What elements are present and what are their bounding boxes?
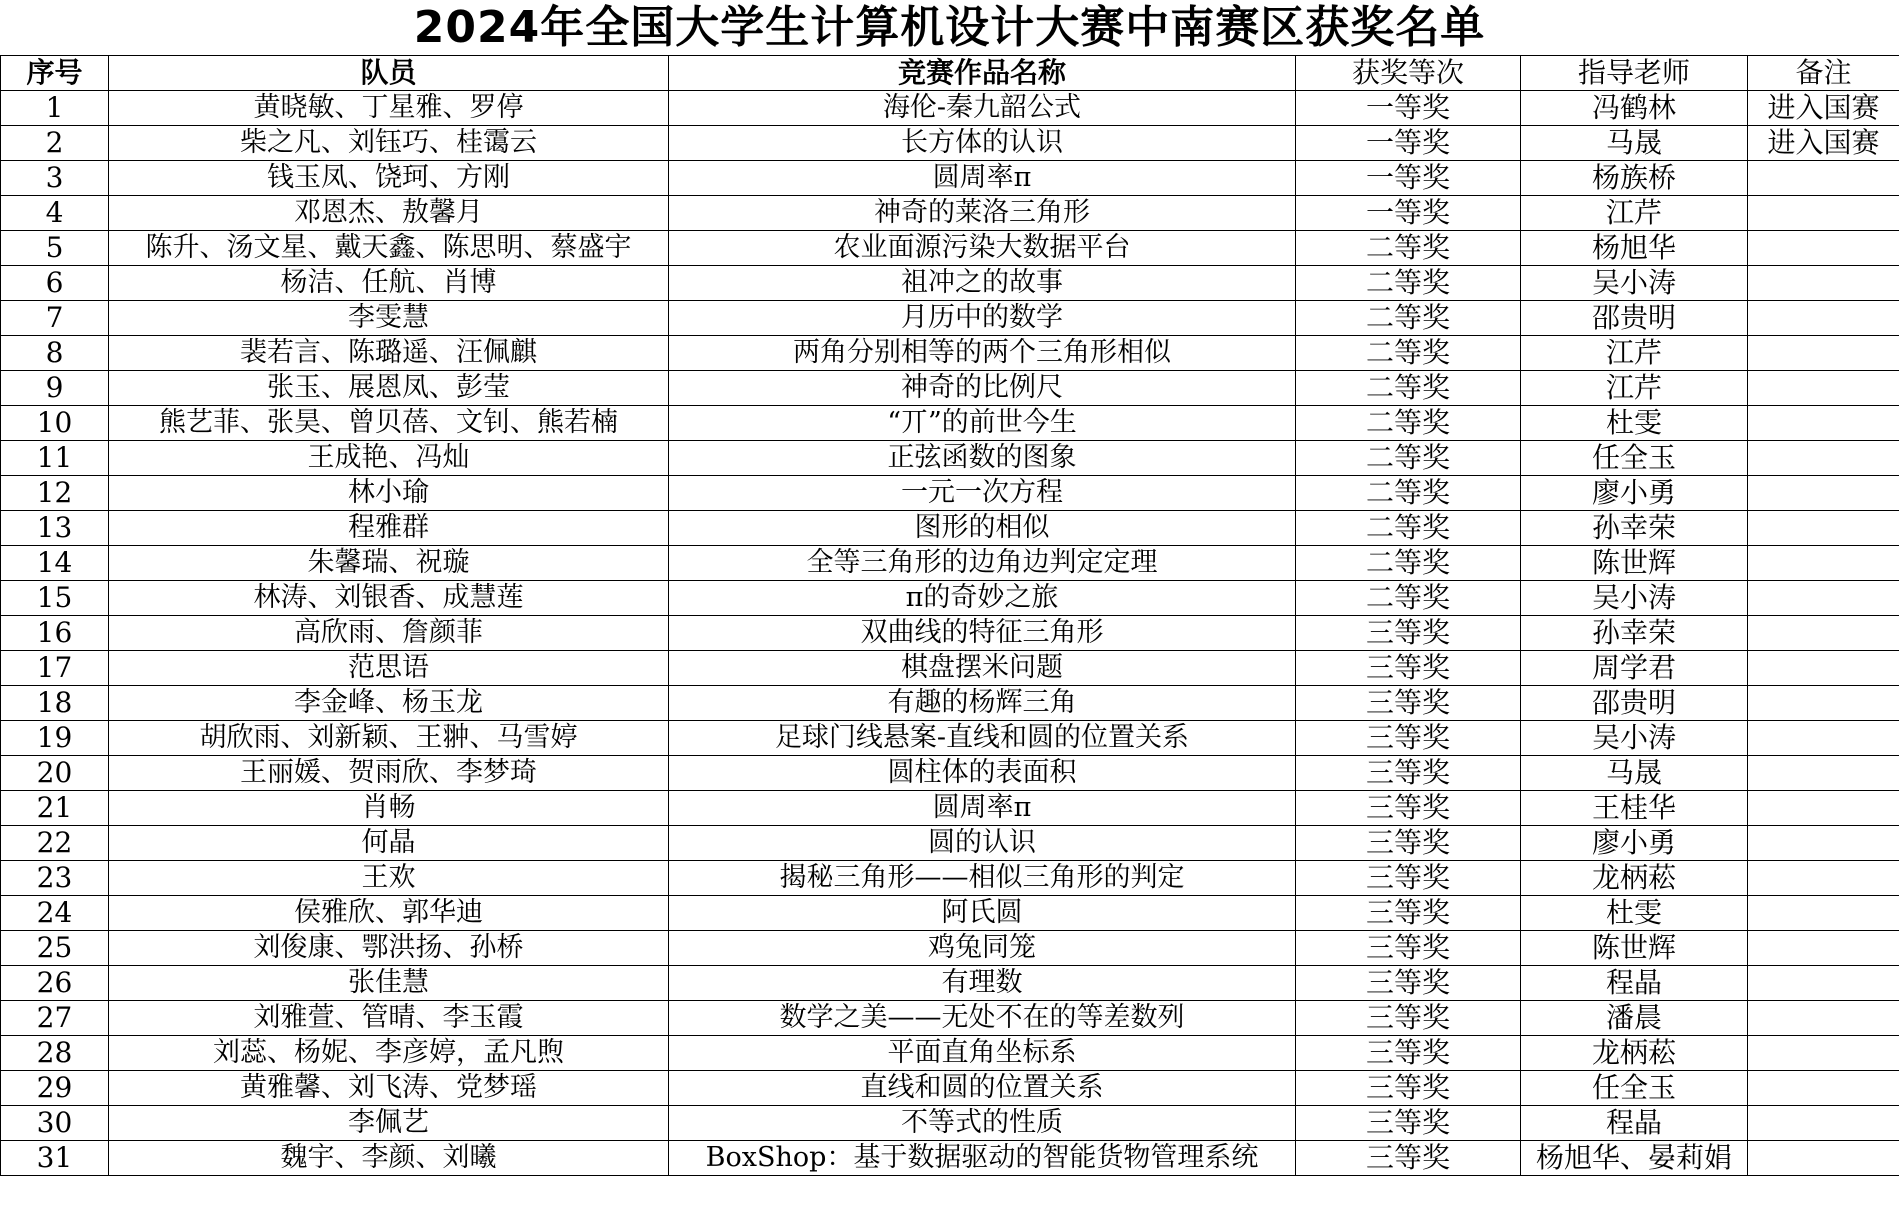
- cell-note: [1748, 266, 1899, 301]
- cell-teacher: 任全玉: [1521, 1071, 1748, 1106]
- cell-work: 鸡兔同笼: [669, 931, 1296, 966]
- cell-rank: 三等奖: [1296, 1036, 1521, 1071]
- cell-teacher: 吴小涛: [1521, 266, 1748, 301]
- cell-members: 程雅群: [109, 511, 669, 546]
- cell-no: 14: [1, 546, 109, 581]
- cell-no: 18: [1, 686, 109, 721]
- header-rank: 获奖等次: [1296, 56, 1521, 91]
- cell-work: BoxShop：基于数据驱动的智能货物管理系统: [669, 1141, 1296, 1176]
- cell-no: 8: [1, 336, 109, 371]
- cell-note: 进入国赛: [1748, 126, 1899, 161]
- cell-work: 阿氏圆: [669, 896, 1296, 931]
- table-row: [1, 301, 1899, 336]
- table-row: [1, 826, 1899, 861]
- cell-work: “丌”的前世今生: [669, 406, 1296, 441]
- cell-teacher: 杨旭华、晏莉娟: [1521, 1141, 1748, 1176]
- cell-rank: 一等奖: [1296, 91, 1521, 126]
- cell-members: 张玉、展恩凤、彭莹: [109, 371, 669, 406]
- cell-members: 范思语: [109, 651, 669, 686]
- cell-work: 圆周率π: [669, 161, 1296, 196]
- header-members: 队员: [109, 56, 669, 91]
- cell-note: 进入国赛: [1748, 91, 1899, 126]
- award-table: [0, 55, 1899, 1176]
- cell-note: [1748, 196, 1899, 231]
- header-row: [1, 56, 1899, 91]
- cell-rank: 三等奖: [1296, 791, 1521, 826]
- cell-rank: 三等奖: [1296, 756, 1521, 791]
- cell-rank: 二等奖: [1296, 511, 1521, 546]
- cell-teacher: 程晶: [1521, 966, 1748, 1001]
- cell-members: 高欣雨、詹颜菲: [109, 616, 669, 651]
- cell-teacher: 孙幸荣: [1521, 511, 1748, 546]
- cell-note: [1748, 1141, 1899, 1176]
- cell-members: 刘蕊、杨妮、李彦婷，孟凡煦: [109, 1036, 669, 1071]
- cell-rank: 二等奖: [1296, 581, 1521, 616]
- cell-members: 刘俊康、鄂洪扬、孙桥: [109, 931, 669, 966]
- cell-rank: 一等奖: [1296, 161, 1521, 196]
- table-row: [1, 476, 1899, 511]
- cell-rank: 一等奖: [1296, 196, 1521, 231]
- cell-work: 棋盘摆米问题: [669, 651, 1296, 686]
- cell-teacher: 杨旭华: [1521, 231, 1748, 266]
- table-row: [1, 441, 1899, 476]
- table-row: [1, 511, 1899, 546]
- cell-teacher: 邵贵明: [1521, 686, 1748, 721]
- table-row: [1, 616, 1899, 651]
- cell-no: 11: [1, 441, 109, 476]
- cell-note: [1748, 231, 1899, 266]
- cell-note: [1748, 511, 1899, 546]
- cell-work: 全等三角形的边角边判定定理: [669, 546, 1296, 581]
- cell-work: 神奇的莱洛三角形: [669, 196, 1296, 231]
- cell-rank: 二等奖: [1296, 266, 1521, 301]
- cell-teacher: 龙柄菘: [1521, 861, 1748, 896]
- cell-rank: 三等奖: [1296, 686, 1521, 721]
- cell-work: 有趣的杨辉三角: [669, 686, 1296, 721]
- cell-members: 王成艳、冯灿: [109, 441, 669, 476]
- cell-rank: 二等奖: [1296, 336, 1521, 371]
- cell-work: 长方体的认识: [669, 126, 1296, 161]
- cell-rank: 三等奖: [1296, 1141, 1521, 1176]
- cell-teacher: 马晟: [1521, 756, 1748, 791]
- cell-work: 农业面源污染大数据平台: [669, 231, 1296, 266]
- cell-work: 数学之美——无处不在的等差数列: [669, 1001, 1296, 1036]
- cell-members: 刘雅萱、管晴、李玉霞: [109, 1001, 669, 1036]
- table-row: [1, 546, 1899, 581]
- cell-no: 28: [1, 1036, 109, 1071]
- cell-no: 13: [1, 511, 109, 546]
- cell-members: 黄雅馨、刘飞涛、党梦瑶: [109, 1071, 669, 1106]
- cell-rank: 二等奖: [1296, 406, 1521, 441]
- cell-note: [1748, 371, 1899, 406]
- table-row: [1, 406, 1899, 441]
- cell-rank: 二等奖: [1296, 476, 1521, 511]
- cell-work: 不等式的性质: [669, 1106, 1296, 1141]
- cell-no: 9: [1, 371, 109, 406]
- cell-no: 19: [1, 721, 109, 756]
- cell-teacher: 孙幸荣: [1521, 616, 1748, 651]
- cell-no: 22: [1, 826, 109, 861]
- cell-no: 5: [1, 231, 109, 266]
- cell-work: 平面直角坐标系: [669, 1036, 1296, 1071]
- cell-work: 图形的相似: [669, 511, 1296, 546]
- cell-note: [1748, 406, 1899, 441]
- cell-no: 10: [1, 406, 109, 441]
- cell-teacher: 吴小涛: [1521, 581, 1748, 616]
- cell-note: [1748, 721, 1899, 756]
- cell-teacher: 廖小勇: [1521, 476, 1748, 511]
- cell-note: [1748, 336, 1899, 371]
- cell-note: [1748, 441, 1899, 476]
- cell-members: 林小瑜: [109, 476, 669, 511]
- cell-note: [1748, 301, 1899, 336]
- cell-members: 侯雅欣、郭华迪: [109, 896, 669, 931]
- table-row: [1, 1036, 1899, 1071]
- cell-work: 圆周率π: [669, 791, 1296, 826]
- cell-work: 神奇的比例尺: [669, 371, 1296, 406]
- cell-work: 足球门线悬案-直线和圆的位置关系: [669, 721, 1296, 756]
- cell-members: 胡欣雨、刘新颖、王翀、马雪婷: [109, 721, 669, 756]
- cell-members: 裴若言、陈璐遥、汪佩麒: [109, 336, 669, 371]
- table-row: [1, 1106, 1899, 1141]
- table-body: [1, 91, 1899, 1176]
- cell-no: 3: [1, 161, 109, 196]
- cell-teacher: 潘晨: [1521, 1001, 1748, 1036]
- cell-members: 熊艺菲、张昊、曾贝蓓、文钊、熊若楠: [109, 406, 669, 441]
- cell-rank: 三等奖: [1296, 896, 1521, 931]
- table-row: [1, 686, 1899, 721]
- cell-members: 黄晓敏、丁星雅、罗停: [109, 91, 669, 126]
- table-row: [1, 931, 1899, 966]
- cell-work: 海伦-秦九韶公式: [669, 91, 1296, 126]
- cell-members: 邓恩杰、敖馨月: [109, 196, 669, 231]
- cell-rank: 三等奖: [1296, 1001, 1521, 1036]
- cell-no: 29: [1, 1071, 109, 1106]
- cell-work: 祖冲之的故事: [669, 266, 1296, 301]
- cell-note: [1748, 756, 1899, 791]
- cell-work: 正弦函数的图象: [669, 441, 1296, 476]
- cell-members: 王丽媛、贺雨欣、李梦琦: [109, 756, 669, 791]
- table-row: [1, 791, 1899, 826]
- cell-note: [1748, 686, 1899, 721]
- cell-note: [1748, 616, 1899, 651]
- cell-note: [1748, 896, 1899, 931]
- cell-teacher: 江芹: [1521, 196, 1748, 231]
- table-row: [1, 651, 1899, 686]
- cell-note: [1748, 1106, 1899, 1141]
- cell-work: 双曲线的特征三角形: [669, 616, 1296, 651]
- cell-teacher: 杜雯: [1521, 896, 1748, 931]
- cell-members: 钱玉凤、饶珂、方刚: [109, 161, 669, 196]
- table-row: [1, 336, 1899, 371]
- cell-no: 23: [1, 861, 109, 896]
- cell-members: 李佩艺: [109, 1106, 669, 1141]
- cell-no: 6: [1, 266, 109, 301]
- cell-rank: 二等奖: [1296, 441, 1521, 476]
- cell-no: 16: [1, 616, 109, 651]
- cell-note: [1748, 476, 1899, 511]
- cell-no: 26: [1, 966, 109, 1001]
- cell-work: 一元一次方程: [669, 476, 1296, 511]
- cell-members: 肖畅: [109, 791, 669, 826]
- table-row: [1, 266, 1899, 301]
- cell-rank: 三等奖: [1296, 861, 1521, 896]
- cell-members: 朱馨瑞、祝璇: [109, 546, 669, 581]
- cell-rank: 三等奖: [1296, 651, 1521, 686]
- table-row: [1, 196, 1899, 231]
- cell-teacher: 廖小勇: [1521, 826, 1748, 861]
- cell-teacher: 江芹: [1521, 336, 1748, 371]
- cell-work: 揭秘三角形——相似三角形的判定: [669, 861, 1296, 896]
- cell-rank: 三等奖: [1296, 1071, 1521, 1106]
- cell-rank: 三等奖: [1296, 721, 1521, 756]
- cell-note: [1748, 861, 1899, 896]
- cell-work: 两角分别相等的两个三角形相似: [669, 336, 1296, 371]
- cell-members: 杨洁、任航、肖博: [109, 266, 669, 301]
- cell-no: 2: [1, 126, 109, 161]
- cell-rank: 二等奖: [1296, 301, 1521, 336]
- cell-note: [1748, 1071, 1899, 1106]
- cell-teacher: 杜雯: [1521, 406, 1748, 441]
- cell-members: 何晶: [109, 826, 669, 861]
- table-row: [1, 91, 1899, 126]
- cell-teacher: 马晟: [1521, 126, 1748, 161]
- cell-work: 圆的认识: [669, 826, 1296, 861]
- cell-no: 30: [1, 1106, 109, 1141]
- cell-no: 4: [1, 196, 109, 231]
- cell-members: 李雯慧: [109, 301, 669, 336]
- sheet-title: 2024年全国大学生计算机设计大赛中南赛区获奖名单: [413, 2, 1486, 53]
- cell-note: [1748, 826, 1899, 861]
- cell-no: 25: [1, 931, 109, 966]
- cell-no: 15: [1, 581, 109, 616]
- cell-no: 24: [1, 896, 109, 931]
- table-row: [1, 371, 1899, 406]
- cell-no: 31: [1, 1141, 109, 1176]
- cell-members: 林涛、刘银香、成慧莲: [109, 581, 669, 616]
- cell-no: 1: [1, 91, 109, 126]
- cell-note: [1748, 1036, 1899, 1071]
- table-row: [1, 126, 1899, 161]
- cell-rank: 一等奖: [1296, 126, 1521, 161]
- table-row: [1, 1001, 1899, 1036]
- cell-no: 21: [1, 791, 109, 826]
- cell-note: [1748, 966, 1899, 1001]
- cell-note: [1748, 931, 1899, 966]
- cell-rank: 三等奖: [1296, 966, 1521, 1001]
- cell-rank: 二等奖: [1296, 546, 1521, 581]
- cell-note: [1748, 581, 1899, 616]
- cell-rank: 二等奖: [1296, 231, 1521, 266]
- cell-rank: 三等奖: [1296, 826, 1521, 861]
- cell-teacher: 任全玉: [1521, 441, 1748, 476]
- table-row: [1, 861, 1899, 896]
- table-row: [1, 721, 1899, 756]
- cell-work: 直线和圆的位置关系: [669, 1071, 1296, 1106]
- cell-note: [1748, 651, 1899, 686]
- cell-no: 7: [1, 301, 109, 336]
- table-row: [1, 896, 1899, 931]
- table-row: [1, 161, 1899, 196]
- cell-no: 27: [1, 1001, 109, 1036]
- table-row: [1, 1071, 1899, 1106]
- cell-teacher: 邵贵明: [1521, 301, 1748, 336]
- cell-work: 月历中的数学: [669, 301, 1296, 336]
- cell-members: 王欢: [109, 861, 669, 896]
- cell-teacher: 陈世辉: [1521, 546, 1748, 581]
- cell-no: 20: [1, 756, 109, 791]
- table-row: [1, 581, 1899, 616]
- cell-note: [1748, 161, 1899, 196]
- cell-work: π的奇妙之旅: [669, 581, 1296, 616]
- cell-members: 陈升、汤文星、戴天鑫、陈思明、蔡盛宇: [109, 231, 669, 266]
- cell-teacher: 陈世辉: [1521, 931, 1748, 966]
- cell-note: [1748, 1001, 1899, 1036]
- cell-rank: 三等奖: [1296, 616, 1521, 651]
- cell-members: 张佳慧: [109, 966, 669, 1001]
- cell-teacher: 江芹: [1521, 371, 1748, 406]
- cell-rank: 三等奖: [1296, 931, 1521, 966]
- cell-teacher: 吴小涛: [1521, 721, 1748, 756]
- cell-note: [1748, 546, 1899, 581]
- cell-teacher: 龙柄菘: [1521, 1036, 1748, 1071]
- header-work: 竞赛作品名称: [669, 56, 1296, 91]
- cell-work: 有理数: [669, 966, 1296, 1001]
- cell-teacher: 周学君: [1521, 651, 1748, 686]
- cell-teacher: 冯鹤林: [1521, 91, 1748, 126]
- header-teacher: 指导老师: [1521, 56, 1748, 91]
- header-note: 备注: [1748, 56, 1899, 91]
- cell-no: 17: [1, 651, 109, 686]
- cell-teacher: 杨族桥: [1521, 161, 1748, 196]
- cell-rank: 二等奖: [1296, 371, 1521, 406]
- table-row: [1, 756, 1899, 791]
- cell-note: [1748, 791, 1899, 826]
- cell-teacher: 王桂华: [1521, 791, 1748, 826]
- cell-members: 柴之凡、刘钰巧、桂霭云: [109, 126, 669, 161]
- cell-work: 圆柱体的表面积: [669, 756, 1296, 791]
- table-row: [1, 1141, 1899, 1176]
- cell-teacher: 程晶: [1521, 1106, 1748, 1141]
- table-row: [1, 231, 1899, 266]
- header-no: 序号: [1, 56, 109, 91]
- cell-rank: 三等奖: [1296, 1106, 1521, 1141]
- cell-no: 12: [1, 476, 109, 511]
- cell-members: 魏宇、李颜、刘曦: [109, 1141, 669, 1176]
- cell-members: 李金峰、杨玉龙: [109, 686, 669, 721]
- table-row: [1, 966, 1899, 1001]
